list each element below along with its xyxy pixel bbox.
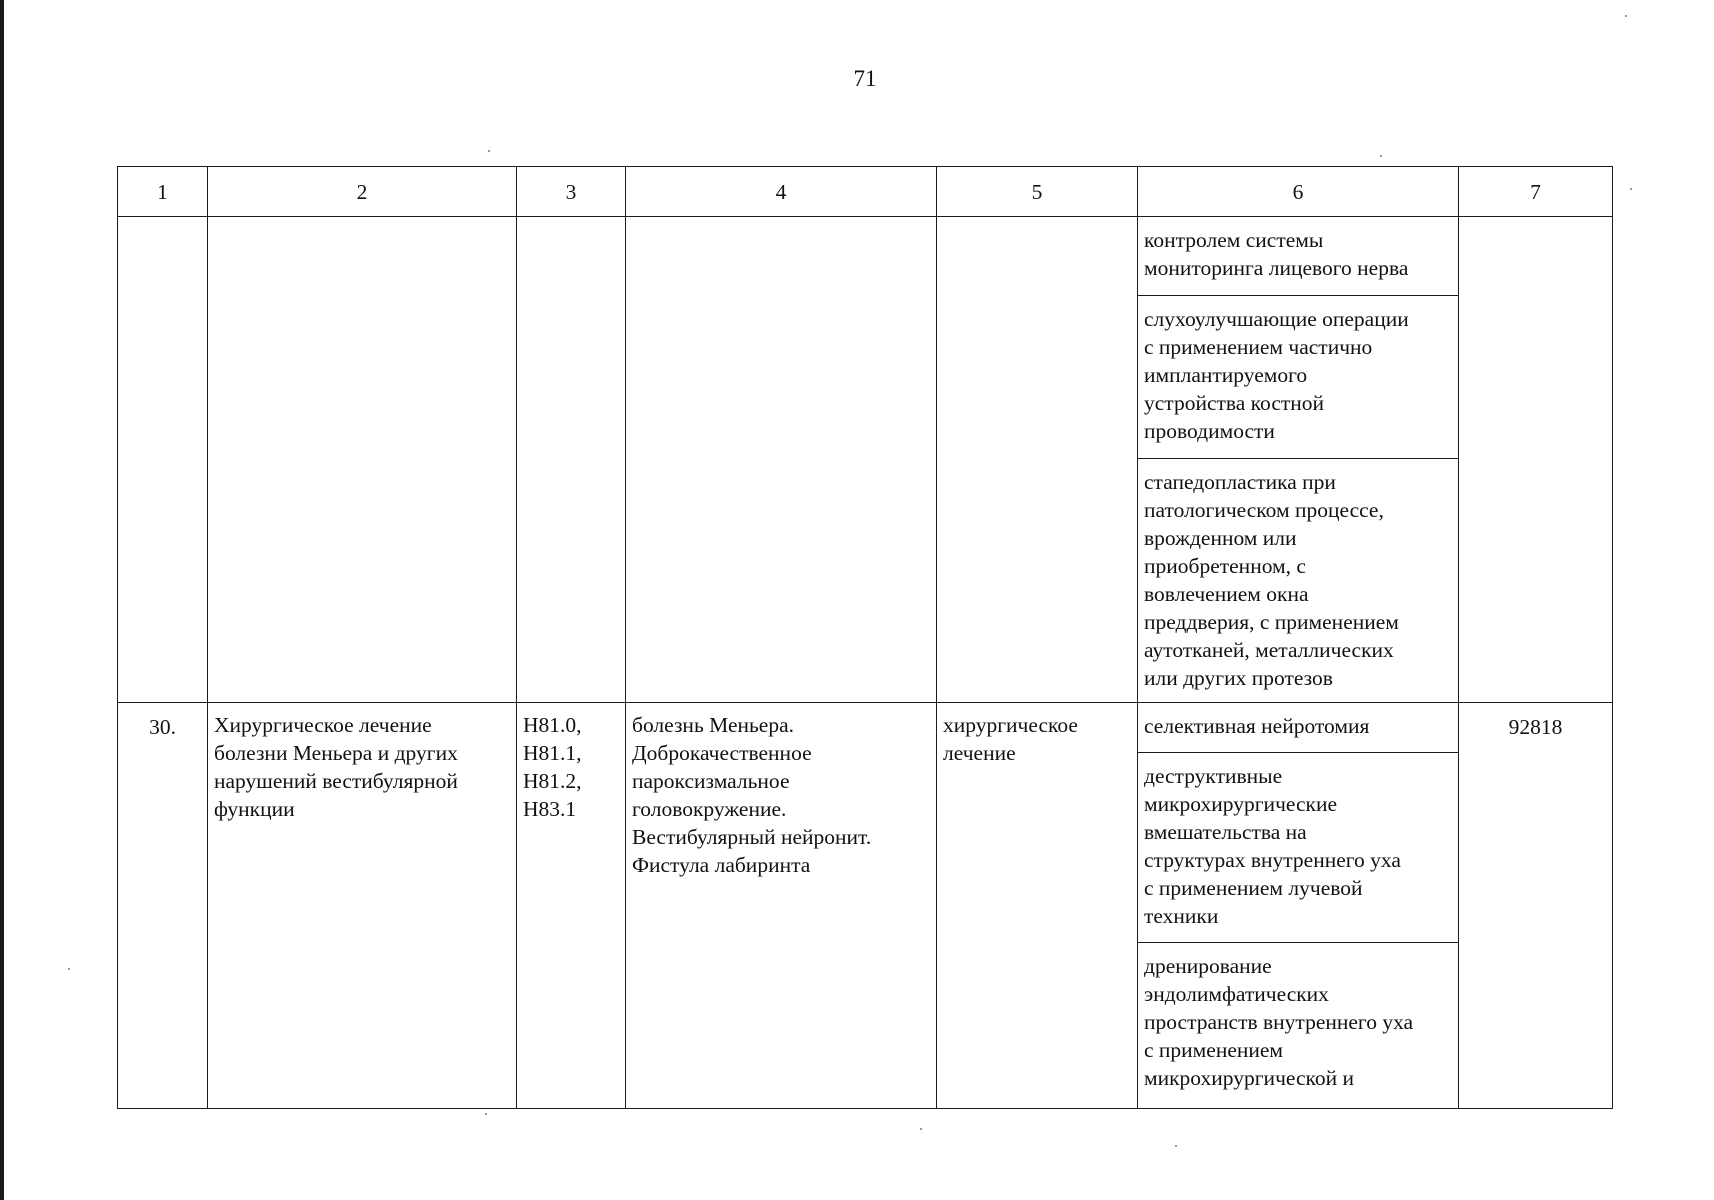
row-name-cell [208, 217, 517, 703]
header-cell-7: 7 [1459, 167, 1613, 217]
table-header-row [118, 167, 1613, 217]
scan-speck [68, 968, 70, 970]
row-number-cell [118, 217, 208, 703]
header-cell-1: 1 [118, 167, 208, 217]
row-treatment-cell: хирургическое лечение [937, 703, 1138, 1109]
row-name-cell: Хирургическое лечение болезни Меньера и других нарушений вестибулярной функции [208, 703, 517, 1109]
method-item: деструктивные микрохирургические вмешательства на структурах внутреннего уха с применением лучевой техники [1138, 753, 1458, 943]
row-methods-cell [1138, 217, 1459, 703]
scan-speck [488, 150, 490, 152]
scan-speck [485, 1113, 487, 1115]
scan-edge [0, 0, 4, 1200]
scan-speck [1175, 1145, 1177, 1147]
table-row [118, 703, 1613, 1109]
method-item: дренирование эндолимфатических пространств внутреннего уха с применением микрохирургической и [1144, 954, 1414, 1090]
header-cell-3: 3 [517, 167, 626, 217]
row-methods-cell [1138, 703, 1459, 1109]
row-model-cell [626, 217, 937, 703]
method-item: контролем системы мониторинга лицевого нерва [1138, 217, 1458, 296]
scan-speck [1380, 155, 1382, 157]
row-codes-cell [517, 217, 626, 703]
row-number-cell: 30. [118, 703, 208, 1109]
header-cell-5: 5 [937, 167, 1138, 217]
row-treatment-cell [937, 217, 1138, 703]
scan-speck [1630, 188, 1632, 190]
scan-speck [1625, 15, 1627, 17]
scan-speck [920, 1128, 922, 1130]
row-cost-cell [1459, 217, 1613, 703]
services-table [117, 166, 1613, 1109]
header-cell-4: 4 [626, 167, 937, 217]
row-cost-cell: 92818 [1459, 703, 1613, 1109]
table-row [118, 217, 1613, 703]
row-codes-cell: H81.0, H81.1, H81.2, H83.1 [517, 703, 626, 1109]
header-cell-6: 6 [1138, 167, 1459, 217]
header-cell-2: 2 [208, 167, 517, 217]
method-item: стапедопластика при патологическом процессе, врожденном или приобретенном, с вовлечением окна преддверия, с применением аутотканей, металлических или других протезов [1144, 470, 1399, 690]
row-model-cell: болезнь Меньера. Доброкачественное пароксизмальное головокружение. Вестибулярный нейронит. Фистула лабиринта [626, 703, 937, 1109]
page-number: 71 [853, 66, 877, 91]
method-item: слухоулучшающие операции с применением частично имплантируемого устройства костной проводимости [1138, 296, 1458, 459]
method-item: селективная нейротомия [1138, 703, 1458, 753]
